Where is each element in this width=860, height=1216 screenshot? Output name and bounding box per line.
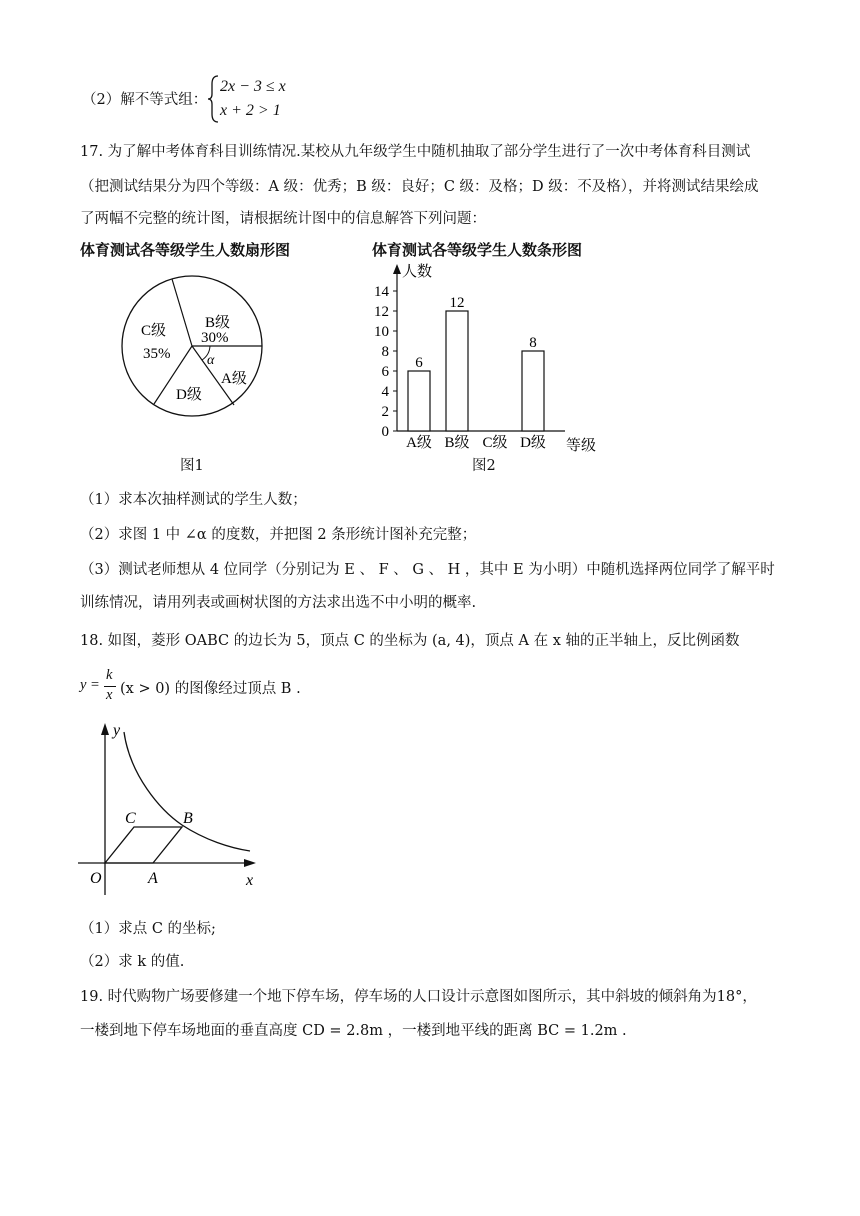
pie-value-b: 30% [201,330,229,346]
bar-chart-title: 体育测试各等级学生人数条形图 [372,241,583,259]
pie-value-c: 35% [143,346,171,362]
fig-label-b: B [183,810,193,827]
bar-1 [446,311,468,431]
pie-angle-alpha: α [207,353,215,368]
bar-data-label: 6 [415,355,423,371]
q17-question3-line2: 训练情况，请用列表或画树状图的方法求出选不中小明的概率. [80,595,477,611]
y-axis-arrow-icon [393,264,401,274]
fig-label-c: C [125,810,136,827]
pie-label-d: D级 [176,387,202,403]
fig-x-arrow-icon [244,859,256,867]
q16-part2-label: （2）解不等式组： [82,92,208,108]
y-tick-label: 4 [381,384,389,400]
hyperbola-curve [124,732,250,851]
q18-question1: （1）求点 C 的坐标; [80,921,216,937]
bar-3 [522,351,544,431]
fig2-caption: 图2 [472,458,496,474]
y-tick-label: 6 [381,364,389,380]
fig-label-x: x [246,872,254,889]
bar-data-label: 12 [449,295,465,311]
rhombus-oabc [105,827,182,863]
q17-line1: 17. 为了解中考体育科目训练情况.某校从九年级学生中随机抽取了部分学生进行了一次中考体育科目测试 [80,144,751,160]
formula-denominator: x [106,687,113,703]
q17-question3-line1: （3）测试老师想从 4 位同学（分别记为 E 、 F 、 G 、 H ，其中 E 为小明）中随机选择两位同学了解平时 [80,562,775,578]
rhombus-hyperbola-figure [70,715,270,895]
q17-line3: 了两幅不完整的统计图，请根据统计图中的信息解答下列问题： [80,211,486,227]
q17-question2: （2）求图 1 中 ∠α 的度数，并把图 2 条形统计图补充完整； [80,527,477,543]
brace-icon [206,74,220,124]
formula-numerator: k [106,667,113,683]
bar-chart [360,258,610,458]
q19-line2: 一楼到地下停车场地面的垂直高度 CD = 2.8m ，一楼到地平线的距离 BC = 1.2m . [80,1023,627,1039]
pie-chart-title: 体育测试各等级学生人数扇形图 [80,241,291,259]
q17-line2: （把测试结果分为四个等级：A 级：优秀；B 级：良好；C 级：及格；D 级：不及格），并将测试结果绘成 [80,179,759,195]
formula-rest: (x > 0) 的图像经过顶点 B . [120,681,301,697]
y-tick-label: 2 [381,404,389,420]
x-axis-label: 等级 [566,438,597,454]
y-tick-label: 14 [374,284,389,300]
fig-y-arrow-icon [101,723,109,735]
q17-question1: （1）求本次抽样测试的学生人数； [80,492,307,508]
fig-label-y: y [113,722,121,739]
pie-label-b: B级 [205,315,231,331]
x-category-label: D级 [520,435,546,451]
formula-lead: y = [80,677,100,693]
fig-label-a: A [148,870,158,887]
fig1-caption: 图1 [180,458,204,474]
y-tick-label: 0 [381,424,389,440]
y-tick-label: 12 [374,304,389,320]
x-category-label: C级 [482,435,508,451]
pie-label-a: A级 [221,371,247,387]
inequality-2: x + 2 > 1 [220,102,281,119]
pie-chart [110,275,280,420]
fig-label-o: O [90,870,102,887]
x-category-label: A级 [406,435,432,451]
q18-question2: （2）求 k 的值. [80,954,185,970]
y-tick-label: 10 [374,324,389,340]
inequality-1: 2x − 3 ≤ x [220,78,286,95]
x-category-label: B级 [444,435,470,451]
y-tick-label: 8 [381,344,389,360]
q19-line1: 19. 时代购物广场要修建一个地下停车场，停车场的人口设计示意图如图所示，其中斜坡的倾斜角为18°， [80,989,757,1005]
y-axis-label: 人数 [402,264,433,280]
q18-line1: 18. 如图，菱形 OABC 的边长为 5，顶点 C 的坐标为 (a, 4)，顶点 A 在 x 轴的正半轴上，反比例函数 [80,633,740,649]
bar-data-label: 8 [529,335,537,351]
pie-label-c: C级 [141,323,167,339]
bar-0 [408,371,430,431]
